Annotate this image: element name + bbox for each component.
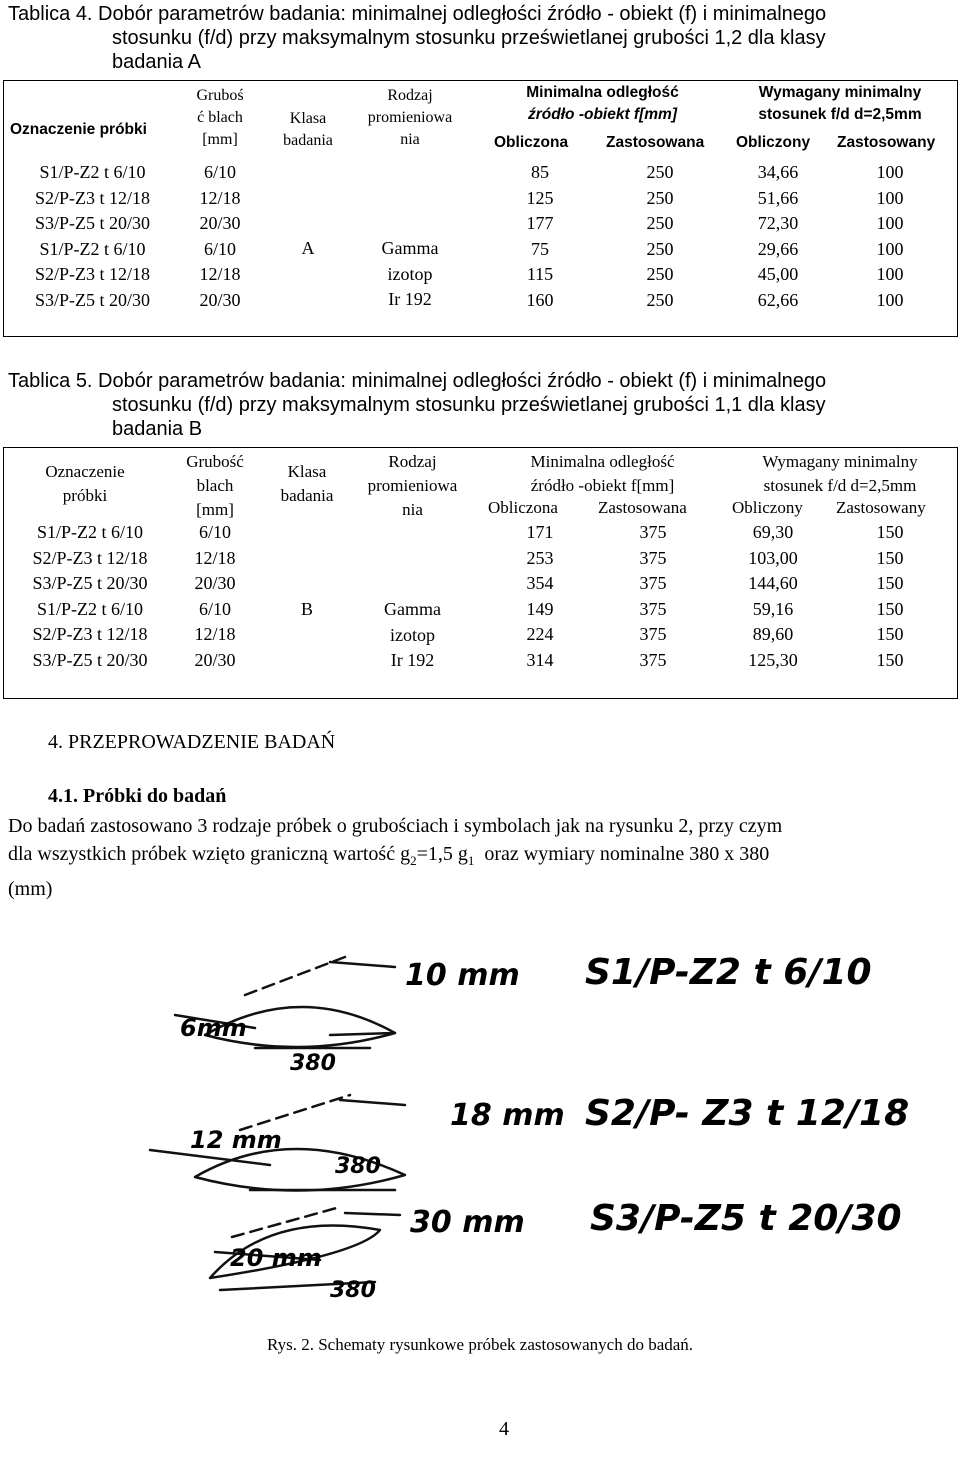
section-paragraph — [8, 812, 958, 903]
sample2-bottom-thickness: 12 mm — [190, 1126, 282, 1154]
table5-header-radiation: Rodzaj promieniowa nia — [367, 452, 458, 519]
table-cell: S1/P-Z2 t 6/10 — [36, 598, 143, 619]
table4-header-distance: Minimalna odległość źródło -obiekt f[mm] — [526, 84, 679, 123]
table-cell: S3/P-Z5 t 20/30 — [32, 573, 148, 594]
sample1-length: 380 — [290, 1051, 336, 1076]
table4-col-r-calc — [738, 160, 818, 314]
table-cell: 45,00 — [757, 264, 799, 285]
table4-header-ratio: Wymagany minimalny stosunek f/d d=2,5mm — [758, 84, 922, 123]
table-cell: 12/18 — [199, 264, 241, 285]
table-cell: 375 — [639, 649, 667, 670]
table-cell: 72,30 — [757, 213, 799, 234]
sample3-length: 380 — [330, 1278, 376, 1303]
table-cell: S1/P-Z2 t 6/10 — [39, 238, 146, 259]
sample3-top-thickness: 30 mm — [410, 1205, 525, 1240]
table-cell: S2/P-Z3 t 12/18 — [34, 264, 150, 285]
table-cell: 250 — [646, 238, 674, 259]
table-cell: 103,00 — [748, 547, 798, 568]
table4-col-f-calc — [500, 160, 580, 314]
sample1-symbol: S1/P-Z2 t 6/10 — [585, 952, 872, 993]
table-cell: 100 — [876, 213, 904, 234]
table5-header-ratio: Wymagany minimalny stosunek f/d d=2,5mm — [762, 452, 918, 495]
table-cell: S3/P-Z5 t 20/30 — [34, 213, 150, 234]
table-cell: 250 — [646, 162, 674, 182]
table-cell: 12/18 — [199, 187, 241, 208]
table4-caption-line1: Tablica 4. Dobór parametrów badania: minimalnej odległości źródło - obiekt (f) i minimalnego — [8, 3, 827, 25]
table5-col-sample — [5, 520, 175, 674]
table-cell: S2/P-Z3 t 12/18 — [32, 624, 148, 645]
table5-subheader-calc-r: Obliczony — [732, 498, 803, 517]
table4-col-sample — [5, 160, 180, 314]
table-cell: 375 — [639, 573, 667, 594]
page-number: 4 — [499, 1418, 509, 1440]
table-cell: 125 — [526, 187, 554, 208]
table-cell: 34,66 — [757, 162, 799, 182]
table-cell: 150 — [876, 624, 904, 645]
table4-col-f-used — [620, 160, 700, 314]
sample1-top-thickness: 10 mm — [405, 958, 520, 993]
table5-col-r-calc — [728, 520, 818, 674]
table-cell: 149 — [526, 598, 554, 619]
table5-col-r-used — [855, 520, 925, 674]
table-cell: 160 — [526, 289, 554, 310]
sample3-symbol: S3/P-Z5 t 20/30 — [590, 1198, 902, 1239]
table-cell: 6/10 — [203, 238, 236, 259]
table4-subheader-calc-f: Obliczona — [494, 134, 569, 151]
sample3-top-dashed — [232, 1207, 340, 1237]
table-cell: 6/10 — [198, 522, 231, 542]
table-cell: S3/P-Z5 t 20/30 — [32, 649, 148, 670]
table-cell: 100 — [876, 162, 904, 182]
table-cell: 85 — [531, 162, 549, 182]
table5-col-f-used — [613, 520, 693, 674]
table4-subheader-used-r: Zastosowany — [837, 134, 936, 151]
table4-header-radiation: Rodzaj promieniowa nia — [367, 87, 453, 148]
table-cell: 100 — [876, 187, 904, 208]
table-cell: 250 — [646, 264, 674, 285]
table-cell: 125,30 — [748, 649, 798, 670]
table-cell: 375 — [639, 598, 667, 619]
table4-caption — [8, 2, 958, 74]
table-cell: 150 — [876, 522, 904, 542]
table-cell: S3/P-Z5 t 20/30 — [34, 289, 150, 310]
sample1-bottom-thickness: 6mm — [180, 1014, 247, 1042]
table-cell: 150 — [876, 547, 904, 568]
table4-header-class: Klasa badania — [283, 110, 333, 149]
table-cell: 20/30 — [199, 213, 241, 234]
paragraph-line1: Do badań zastosowano 3 rodzaje próbek o grubościach i symbolach jak na rysunku 2, przy czym — [8, 815, 783, 837]
table-cell: 250 — [646, 289, 674, 310]
table4-subheader-calc-r: Obliczony — [736, 134, 811, 151]
table-cell: 115 — [526, 264, 554, 285]
table-cell: 62,66 — [757, 289, 799, 310]
table4-header-thickness: Gruboś ć blach [mm] — [196, 87, 244, 148]
table5-header-thickness: Grubość blach [mm] — [186, 452, 244, 519]
table5-col-thickness — [175, 520, 255, 674]
table-cell: 375 — [639, 547, 667, 568]
table-cell: 314 — [526, 649, 554, 670]
table5-caption-line2: stosunku (f/d) przy maksymalnym stosunku prześwietlanej grubości 1,1 dla klasy — [112, 394, 826, 416]
table-cell: 150 — [876, 573, 904, 594]
table-cell: 100 — [876, 264, 904, 285]
table5-header-class: Klasa badania — [280, 462, 334, 505]
table-cell: 250 — [646, 213, 674, 234]
table4-radiation-value: Gamma izotop Ir 192 — [381, 238, 439, 310]
table5-header-sample: Oznaczenie próbki — [45, 462, 125, 505]
table5-subheader-used-r: Zastosowany — [836, 498, 926, 517]
table-cell: 253 — [526, 547, 554, 568]
table5-header-distance: Minimalna odległość źródło -obiekt f[mm] — [530, 452, 675, 495]
table-cell: 177 — [526, 213, 554, 234]
table4-caption-line2: stosunku (f/d) przy maksymalnym stosunku prześwietlanej grubości 1,2 dla klasy — [112, 27, 826, 49]
table4-header-sample: Oznaczenie próbki — [10, 121, 147, 138]
table-cell: 171 — [526, 522, 554, 542]
table-cell: S2/P-Z3 t 12/18 — [32, 547, 148, 568]
sample2-length: 380 — [335, 1154, 381, 1179]
sample2-top-thickness: 18 mm — [450, 1098, 565, 1133]
section-heading: 4. PRZEPROWADZENIE BADAŃ — [48, 731, 336, 753]
sample2-top-tick — [340, 1100, 405, 1105]
table-cell: 12/18 — [194, 624, 236, 645]
table-cell: 29,66 — [757, 238, 799, 259]
figure-caption: Rys. 2. Schematy rysunkowe próbek zastosowanych do badań. — [266, 1335, 694, 1354]
table-cell: 100 — [876, 289, 904, 310]
table-cell: S1/P-Z2 t 6/10 — [36, 522, 143, 542]
table-cell: S1/P-Z2 t 6/10 — [39, 162, 146, 182]
table-cell: 150 — [876, 598, 904, 619]
table5-class-value: B — [300, 599, 313, 619]
table-cell: 144,60 — [748, 573, 798, 594]
table-cell: 100 — [876, 238, 904, 259]
table-cell: 250 — [646, 187, 674, 208]
sample2-symbol: S2/P- Z3 t 12/18 — [585, 1093, 910, 1134]
table5-subheader-used-f: Zastosowana — [598, 498, 687, 517]
sample1-top-tick — [330, 962, 395, 967]
table4-class-value: A — [301, 238, 315, 258]
table-cell: 59,16 — [752, 598, 794, 619]
table-cell: 20/30 — [199, 289, 241, 310]
table5-caption-line3: badania B — [112, 418, 203, 440]
table-cell: 150 — [876, 649, 904, 670]
table-cell: 75 — [531, 238, 549, 259]
sample3-top-tick — [345, 1213, 400, 1215]
table5-caption — [8, 369, 958, 441]
table-cell: 12/18 — [194, 547, 236, 568]
sample2-top-dashed — [240, 1095, 350, 1130]
table4-col-r-used — [855, 160, 925, 314]
table5-caption-line1: Tablica 5. Dobór parametrów badania: minimalnej odległości źródło - obiekt (f) i minimalnego — [8, 370, 827, 392]
table-cell: 51,66 — [757, 187, 799, 208]
table-cell: 20/30 — [194, 649, 236, 670]
table-cell: 6/10 — [198, 598, 231, 619]
table-cell: 6/10 — [203, 162, 236, 182]
paragraph-line2: dla wszystkich próbek wzięto graniczną wartość $g_2=1,5$ $g_1$ oraz wymiary nominalne 380 x 380 — [8, 843, 770, 868]
table-cell: 224 — [526, 624, 554, 645]
table5-radiation-value: Gamma izotop Ir 192 — [384, 599, 441, 671]
table-cell: 20/30 — [194, 573, 236, 594]
table4-caption-line3: badania A — [112, 51, 201, 73]
table-cell: 375 — [639, 624, 667, 645]
table4-subheader-used-f: Zastosowana — [606, 134, 705, 151]
table-cell: 89,60 — [752, 624, 794, 645]
table5-col-f-calc — [500, 520, 580, 674]
section-subheading: 4.1. Próbki do badań — [48, 785, 227, 807]
paragraph-line3: (mm) — [8, 878, 53, 900]
table4-col-thickness — [180, 160, 260, 314]
table-cell: 375 — [639, 522, 667, 542]
table5-subheader-calc-f: Obliczona — [488, 498, 558, 517]
table-cell: 354 — [526, 573, 554, 594]
table-cell: S2/P-Z3 t 12/18 — [34, 187, 150, 208]
sample3-bottom-thickness: 20 mm — [230, 1244, 322, 1272]
table-cell: 69,30 — [752, 522, 794, 542]
